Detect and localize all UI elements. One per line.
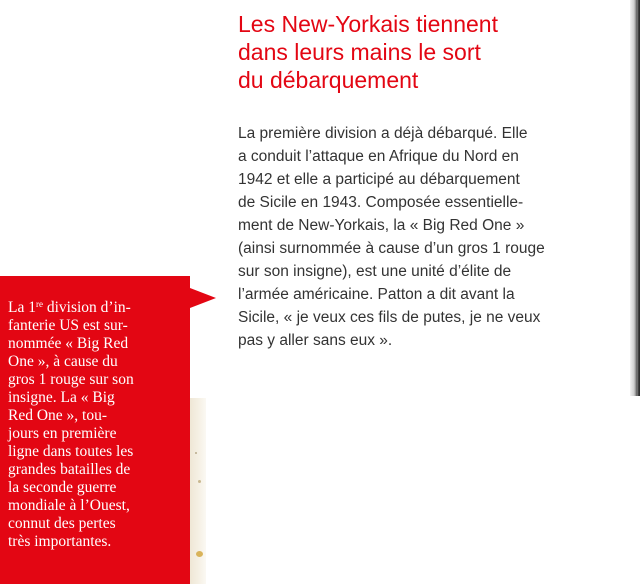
body-line: (ainsi surnommée à cause d’un gros 1 rouge — [238, 240, 545, 257]
caption-line-start: La 1 — [8, 299, 36, 316]
body-line: Sicile, « je veux ces fils de putes, je ne veux — [238, 309, 541, 326]
caption-line — [8, 299, 190, 317]
caption-line: Red One », tou- — [8, 407, 108, 424]
article-body — [238, 122, 618, 352]
body-line: de Sicile en 1943. Composée essentielle- — [238, 194, 524, 211]
ordinal-superscript: re — [35, 299, 43, 309]
headline-line: dans leurs mains le sort — [238, 39, 481, 65]
caption-line: très importantes. — [8, 533, 112, 550]
photo-stain — [196, 551, 203, 557]
caption-line: connut des pertes — [8, 515, 116, 532]
caption-line: la seconde guerre — [8, 479, 117, 496]
caption-text — [8, 299, 190, 551]
adjacent-page-edge — [630, 0, 640, 396]
page-gutter-line — [636, 0, 638, 396]
headline-line: Les New-Yorkais tiennent — [238, 11, 498, 37]
caption-line: ligne dans toutes les — [8, 443, 134, 460]
caption-line: mondiale à l’Ouest, — [8, 497, 130, 514]
body-line: pas y aller sans eux ». — [238, 332, 393, 349]
caption-line: insigne. La « Big — [8, 389, 115, 406]
headline-line: du débarquement — [238, 67, 419, 93]
body-line: ment de New-Yorkais, la « Big Red One » — [238, 217, 525, 234]
caption-line: grandes batailles de — [8, 461, 131, 478]
photo-speck — [198, 480, 201, 483]
article-headline — [238, 10, 618, 94]
caption-line: jours en première — [8, 425, 117, 442]
caption-line-end: division d’in- — [42, 299, 131, 316]
body-line: 1942 et elle a participé au débarquement — [238, 171, 520, 188]
caption-line: One », à cause du — [8, 353, 118, 370]
caption-line: gros 1 rouge sur son — [8, 371, 134, 388]
caption-line: fanterie US est sur- — [8, 317, 128, 334]
body-line: sur son insigne), est une unité d’élite de — [238, 263, 512, 280]
body-line: La première division a déjà débarqué. Elle — [238, 125, 528, 142]
photo-speck — [195, 452, 197, 454]
body-line: l’armée américaine. Patton a dit avant la — [238, 286, 515, 303]
caption-line: nommée « Big Red — [8, 335, 129, 352]
body-line: a conduit l’attaque en Afrique du Nord en — [238, 148, 519, 165]
caption-pointer-arrow — [190, 288, 216, 308]
